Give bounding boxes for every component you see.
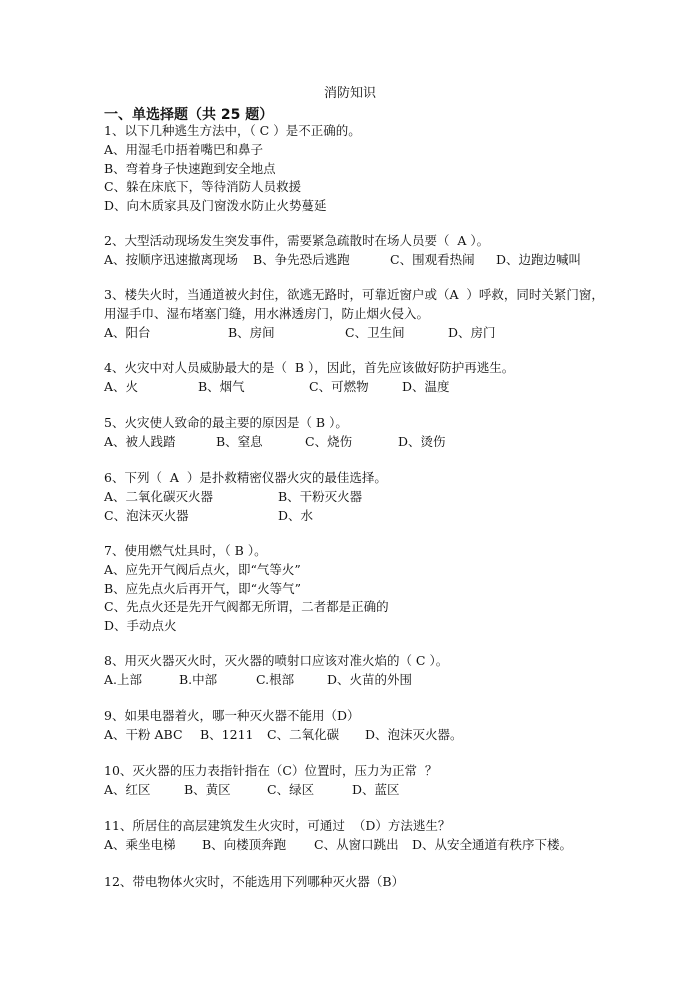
question-text: 7、使用燃气灶具时，（ B ）。 bbox=[104, 543, 267, 558]
option-a: A、红区 bbox=[104, 781, 151, 797]
option-b: B、黄区 bbox=[184, 781, 231, 797]
option-c: C、二氧化碳 bbox=[267, 726, 340, 742]
question-text: 12、带电物体火灾时，不能选用下列哪种灭火器（B） bbox=[104, 874, 405, 889]
option-line: B、应先点火后再开气，即“火等气” bbox=[104, 580, 301, 596]
option-b: B.中部 bbox=[179, 671, 218, 687]
option-c: C.根部 bbox=[256, 671, 295, 687]
question-text: 9、如果电器着火，哪一种灭火器不能用（D） bbox=[104, 708, 360, 723]
option-b: B、1211 bbox=[200, 726, 254, 742]
question-text: 10、灭火器的压力表指针指在（C）位置时，压力为正常 ？ bbox=[104, 763, 438, 778]
section-heading: 一、单选择题（共 25 题） bbox=[104, 107, 274, 123]
question-text: 11、所居住的高层建筑发生火灾时，可通过 （D）方法逃生？ bbox=[104, 818, 451, 833]
question-text: 6、下列（ A ）是扑救精密仪器火灾的最佳选择。 bbox=[104, 470, 387, 485]
option-c: C、泡沫灭火器 bbox=[104, 507, 189, 523]
question-9 bbox=[104, 707, 604, 745]
options-row bbox=[104, 836, 644, 855]
options-row bbox=[104, 726, 604, 745]
question-3 bbox=[104, 286, 624, 342]
option-b: B、窒息 bbox=[216, 433, 263, 449]
option-line: C、先点火还是先开气阀都无所谓，二者都是正确的 bbox=[104, 599, 389, 615]
option-c: C、可燃物 bbox=[309, 378, 369, 394]
question-text: 8、用灭火器灭火时，灭火器的喷射口应该对准火焰的（ C ）。 bbox=[104, 653, 449, 668]
question-8 bbox=[104, 652, 604, 690]
options-row bbox=[104, 251, 604, 270]
question-10 bbox=[104, 762, 604, 800]
option-b: B、向楼顶奔跑 bbox=[202, 836, 287, 852]
question-1 bbox=[104, 122, 604, 216]
options-row bbox=[104, 378, 604, 397]
option-d: D、水 bbox=[278, 507, 314, 523]
option-line: C、躲在床底下，等待消防人员救援 bbox=[104, 179, 302, 195]
option-a: A、乘坐电梯 bbox=[104, 836, 176, 852]
option-a: A.上部 bbox=[104, 671, 143, 687]
question-text: 4、火灾中对人员威胁最大的是（ B ），因此，首先应该做好防护再逃生。 bbox=[104, 360, 515, 375]
option-c: C、从窗口跳出 bbox=[314, 836, 399, 852]
option-b: B、干粉灭火器 bbox=[278, 488, 363, 504]
option-a: A、按顺序迅速撤离现场 bbox=[104, 251, 239, 267]
question-6 bbox=[104, 469, 604, 525]
options-row bbox=[104, 324, 624, 343]
option-d: D、火苗的外围 bbox=[327, 671, 413, 687]
option-a: A、二氧化碳灭火器 bbox=[104, 488, 214, 504]
option-line: D、手动点火 bbox=[104, 618, 177, 634]
option-a: A、被人践踏 bbox=[104, 433, 176, 449]
question-12 bbox=[104, 873, 604, 892]
question-text: 1、以下几种逃生方法中，（ C ）是不正确的。 bbox=[104, 123, 361, 138]
option-b: B、争先恐后逃跑 bbox=[253, 251, 350, 267]
question-11 bbox=[104, 817, 644, 855]
option-line: A、应先开气阀后点火，即“气等火” bbox=[104, 561, 301, 577]
option-d: D、房门 bbox=[448, 324, 496, 340]
question-5 bbox=[104, 414, 604, 452]
option-b: B、房间 bbox=[228, 324, 275, 340]
options-row bbox=[104, 507, 604, 526]
option-line: B、弯着身子快速跑到安全地点 bbox=[104, 160, 276, 176]
question-7 bbox=[104, 542, 604, 636]
options-row bbox=[104, 671, 604, 690]
option-d: D、边跑边喊叫 bbox=[496, 251, 582, 267]
options-row bbox=[104, 488, 604, 507]
page-title: 消防知识 bbox=[323, 86, 376, 101]
option-c: C、卫生间 bbox=[345, 324, 405, 340]
question-text: 3、楼失火时，当通道被火封住，欲逃无路时，可靠近窗户或（A ）呼救，同时关紧门窗， bbox=[104, 287, 604, 302]
option-d: D、烫伤 bbox=[398, 433, 446, 449]
question-text: 5、火灾使人致命的最主要的原因是（ B ）。 bbox=[104, 415, 348, 430]
option-a: A、干粉 ABC bbox=[104, 726, 183, 742]
option-d: D、从安全通道有秩序下楼。 bbox=[412, 836, 573, 852]
option-d: D、泡沫灭火器。 bbox=[365, 726, 463, 742]
options-row bbox=[104, 781, 604, 800]
question-2 bbox=[104, 232, 604, 270]
option-line: A、用湿毛巾捂着嘴巴和鼻子 bbox=[104, 141, 264, 157]
option-c: C、绿区 bbox=[267, 781, 315, 797]
question-4 bbox=[104, 359, 604, 397]
option-line: D、向木质家具及门窗泼水防止火势蔓延 bbox=[104, 198, 327, 214]
option-c: C、围观看热闹 bbox=[390, 251, 475, 267]
option-a: A、火 bbox=[104, 378, 139, 394]
option-d: D、蓝区 bbox=[352, 781, 400, 797]
options-row bbox=[104, 433, 604, 452]
option-b: B、烟气 bbox=[198, 378, 245, 394]
option-a: A、阳台 bbox=[104, 324, 151, 340]
question-text: 2、大型活动现场发生突发事件，需要紧急疏散时在场人员要（ A ）。 bbox=[104, 233, 490, 248]
option-d: D、温度 bbox=[402, 378, 450, 394]
question-text-cont: 用湿手巾、湿布堵塞门缝，用水淋透房门，防止烟火侵入。 bbox=[104, 305, 430, 321]
option-c: C、烧伤 bbox=[305, 433, 353, 449]
